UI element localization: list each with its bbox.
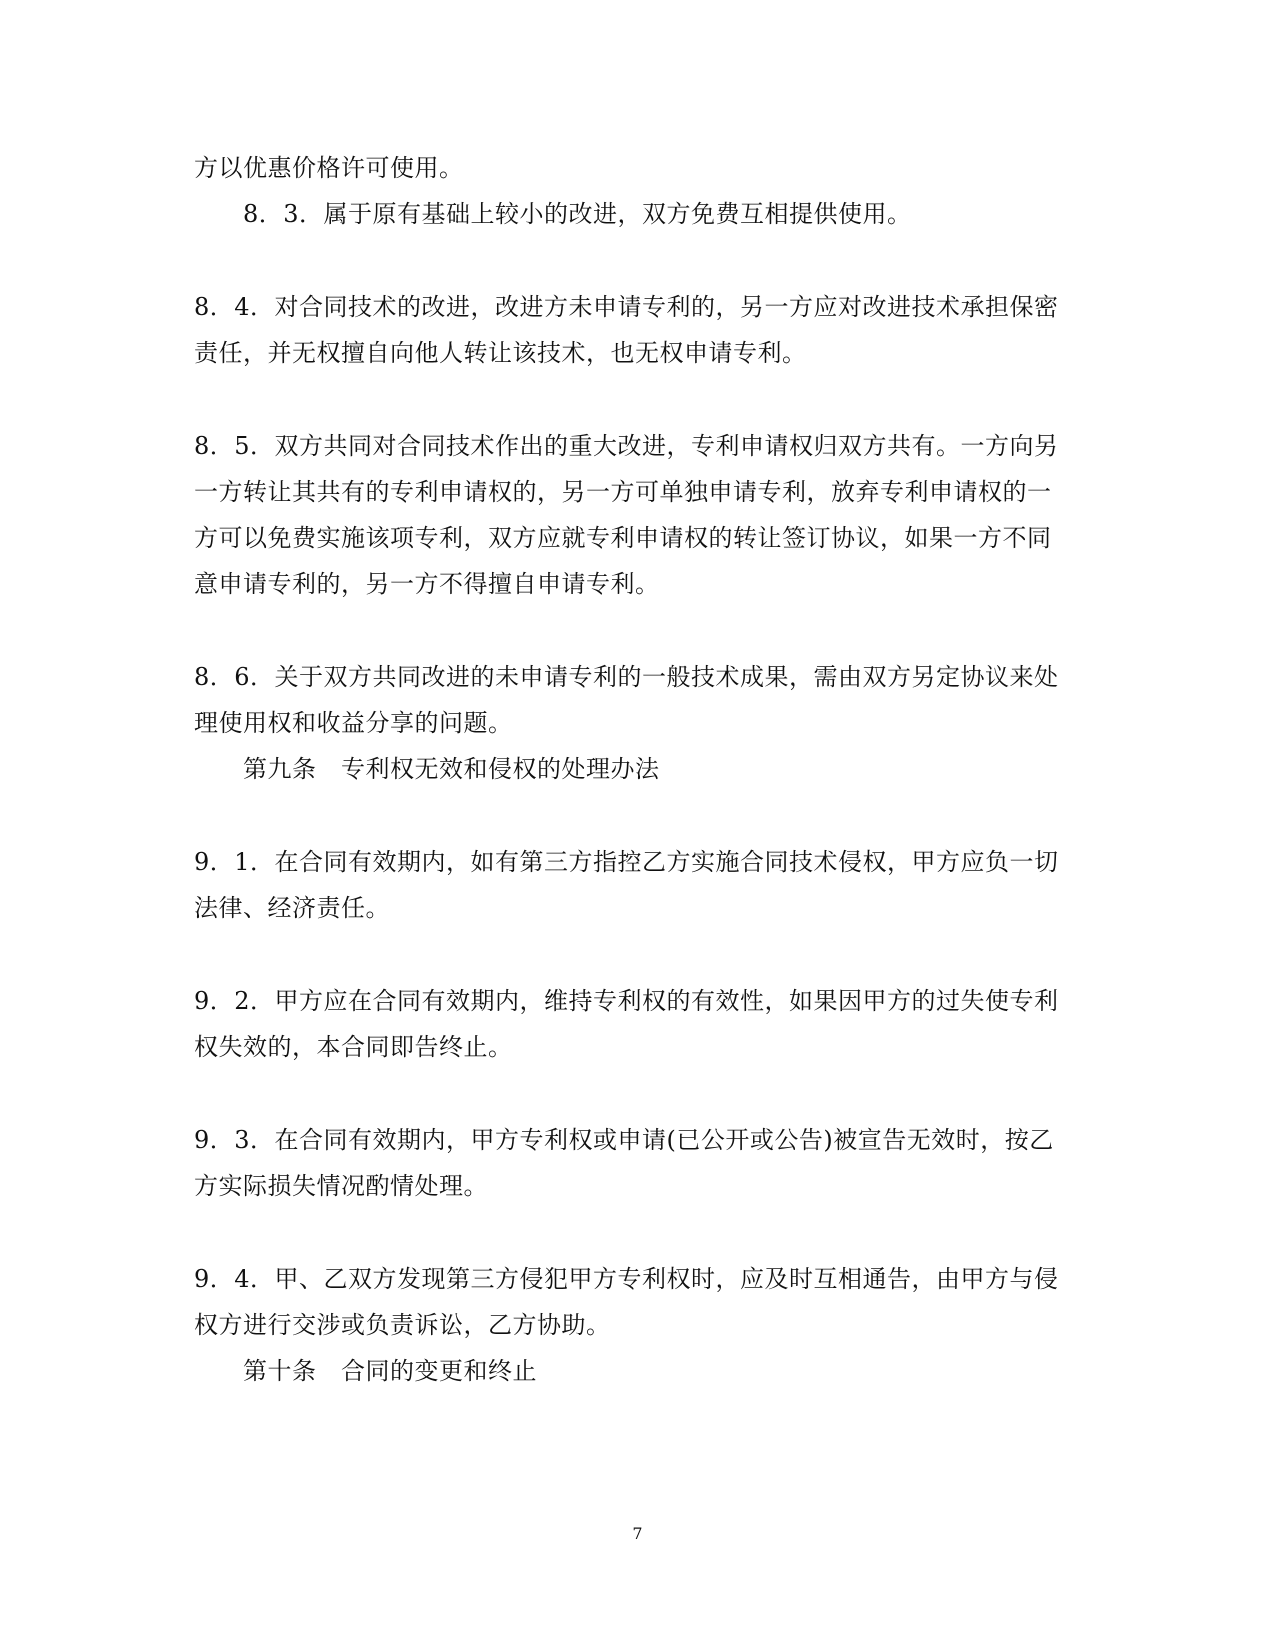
text-line: 8．4．对合同技术的改进，改进方未申请专利的，另一方应对改进技术承担保密: [194, 293, 1059, 321]
text-line: 法律、经济责任。: [194, 894, 390, 922]
text-line: 9．2．甲方应在合同有效期内，维持专利权的有效性，如果因甲方的过失使专利: [194, 987, 1059, 1015]
text-line: 责任，并无权擅自向他人转让该技术，也无权申请专利。: [194, 339, 807, 367]
text-line: 9．3．在合同有效期内，甲方专利权或申请(已公开或公告)被宣告无效时，按乙: [194, 1126, 1054, 1154]
text-line: 权方进行交涉或负责诉讼，乙方协助。: [194, 1311, 611, 1339]
text-line: 一方转让其共有的专利申请权的，另一方可单独申请专利，放弃专利申请权的一: [194, 478, 1052, 506]
text-line: 8．6．关于双方共同改进的未申请专利的一般技术成果，需由双方另定协议来处: [194, 663, 1059, 691]
text-line: 方实际损失情况酌情处理。: [194, 1172, 488, 1200]
section-heading: 第十条 合同的变更和终止: [243, 1357, 537, 1385]
text-line: 8．5．双方共同对合同技术作出的重大改进，专利申请权归双方共有。一方向另: [194, 432, 1059, 460]
text-line: 8．3．属于原有基础上较小的改进，双方免费互相提供使用。: [243, 200, 912, 228]
page-number: 7: [632, 1524, 643, 1543]
text-line: 理使用权和收益分享的问题。: [194, 709, 513, 737]
text-line: 方以优惠价格许可使用。: [194, 154, 464, 182]
text-line: 9．4．甲、乙双方发现第三方侵犯甲方专利权时，应及时互相通告，由甲方与侵: [194, 1265, 1059, 1293]
text-line: 9．1．在合同有效期内，如有第三方指控乙方实施合同技术侵权，甲方应负一切: [194, 848, 1059, 876]
section-heading: 第九条 专利权无效和侵权的处理办法: [243, 755, 660, 783]
text-line: 权失效的，本合同即告终止。: [194, 1033, 513, 1061]
text-line: 方可以免费实施该项专利，双方应就专利申请权的转让签订协议，如果一方不同: [194, 524, 1052, 552]
text-line: 意申请专利的，另一方不得擅自申请专利。: [194, 570, 660, 598]
